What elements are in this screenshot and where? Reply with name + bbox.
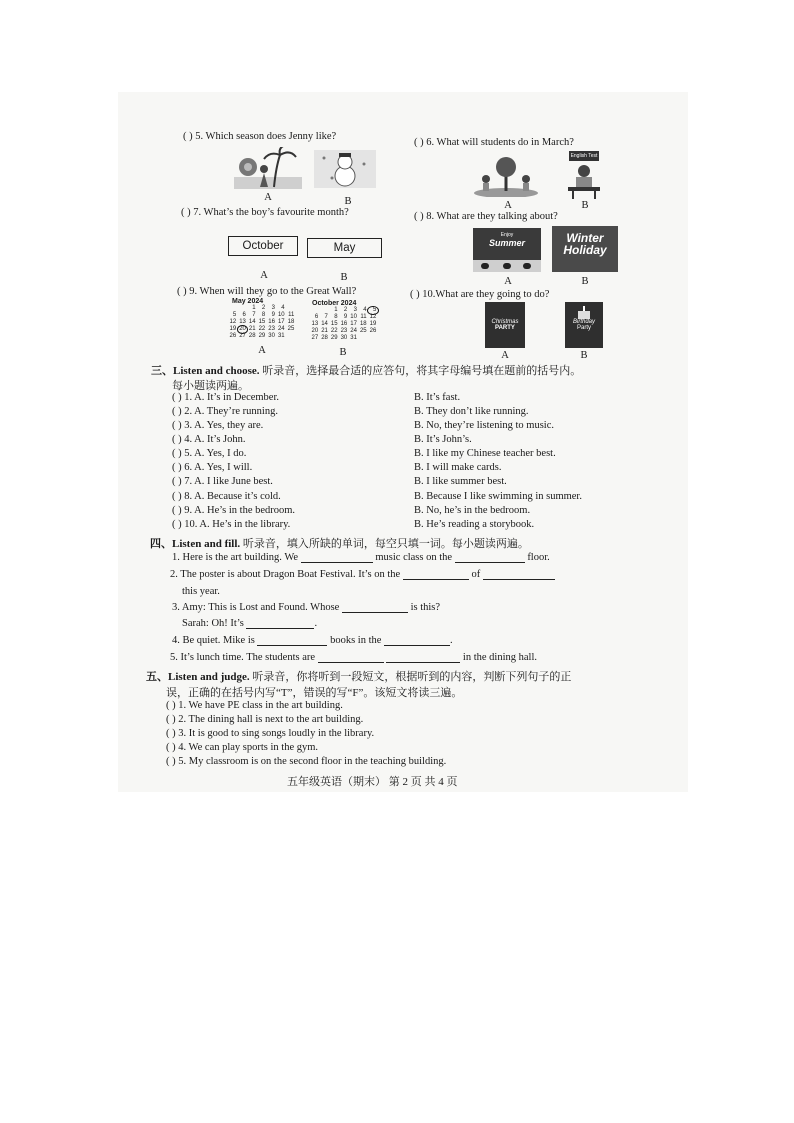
calendar-october-title: October 2024: [312, 300, 357, 307]
question-5: ( ) 5. Which season does Jenny like?: [183, 131, 337, 142]
question-8: ( ) 8. What are they talking about?: [414, 211, 558, 222]
fill-text: books in the: [330, 635, 382, 646]
part3-title-instructions: 听录音，选择最合适的应答句，将其字母编号填在题前的括号内。: [262, 365, 582, 377]
christmas-poster-line2: PARTY: [495, 325, 515, 331]
choose-item-option-a: ( ) 10. A. He’s in the library.: [172, 519, 291, 530]
choose-item-option-a: ( ) 9. A. He’s in the bedroom.: [172, 505, 296, 516]
calendar-day: 29: [330, 335, 338, 341]
fill-text: 3. Amy: This is Lost and Found. Whose: [172, 602, 340, 613]
calendar-day: 2: [261, 305, 266, 311]
calendar-day: 29: [258, 333, 266, 339]
calendar-day: 1: [252, 305, 256, 311]
calendar-day: [310, 307, 320, 314]
calendar-day: 14: [321, 321, 328, 327]
calendar-day: 8: [334, 314, 338, 320]
calendar-day: 27: [239, 333, 246, 339]
calendar-day: 8: [261, 312, 266, 318]
summer-poster: [473, 228, 541, 272]
choose-item-option-a: ( ) 2. A. They’re running.: [172, 406, 278, 417]
calendar-day: 21: [321, 328, 328, 334]
calendar-day: [286, 333, 296, 340]
fill-item-5: [170, 652, 537, 663]
cake-icon: [575, 305, 593, 319]
q10-option-a: A: [501, 350, 509, 361]
calendar-day: 17: [277, 319, 285, 325]
fill-text: 4. Be quiet. Mike is: [172, 635, 255, 646]
q8-option-b: B: [581, 276, 589, 287]
winter-poster-line1: Winter: [566, 231, 604, 245]
calendar-day: 6: [242, 312, 246, 318]
calendar-day: 16: [340, 321, 348, 327]
summer-poster-line2: Summer: [488, 238, 525, 248]
calendar-day: 21: [248, 326, 256, 332]
choose-item-option-b: B. No, he’s in the bedroom.: [414, 505, 531, 516]
fill-item-2: [170, 569, 555, 580]
q6-option-a: A: [504, 200, 512, 211]
choose-item-option-a: ( ) 1. A. It’s in December.: [172, 392, 280, 403]
calendar-day: 13: [239, 319, 246, 325]
q9-option-a: A: [258, 345, 266, 356]
judge-item: ( ) 5. My classroom is on the second floor in the teaching building.: [166, 756, 447, 767]
q10-option-b: B: [580, 350, 588, 361]
answer-blank[interactable]: [384, 635, 450, 646]
calendar-day: 11: [288, 312, 295, 318]
winter-poster-line2: Holiday: [563, 243, 607, 257]
calendar-day: 25: [287, 326, 295, 332]
q9-option-b: B: [339, 347, 347, 358]
calendar-day: 16: [268, 319, 275, 325]
calendar-day: 15: [330, 321, 338, 327]
answer-blank[interactable]: [246, 618, 314, 629]
page-footer: 五年级英语（期末） 第 2 页 共 4 页: [287, 776, 458, 788]
choose-item-option-b: B. It’s fast.: [414, 392, 461, 403]
calendar-day: 6: [314, 314, 319, 320]
part3-title-english: 三、Listen and choose.: [151, 365, 260, 377]
judge-item: ( ) 4. We can play sports in the gym.: [166, 742, 319, 753]
calendar-day: 10: [350, 314, 357, 320]
choose-item-option-b: B. He’s reading a storybook.: [414, 519, 535, 530]
part5-title-english: 五、Listen and judge.: [146, 671, 250, 683]
choose-item-option-b: B. I like summer best.: [414, 476, 507, 487]
q7-option-a: A: [260, 270, 268, 281]
q7-option-b: B: [340, 272, 348, 283]
answer-blank[interactable]: [301, 552, 373, 563]
calendar-day: 3: [353, 307, 357, 313]
calendar-day: 28: [248, 333, 256, 339]
part4-title-english: 四、Listen and fill.: [150, 538, 241, 550]
calendar-day: 18: [359, 321, 367, 327]
calendar-day: 5: [368, 307, 378, 314]
calendar-day: 12: [229, 319, 237, 325]
calendar-day: 24: [277, 326, 285, 332]
q5-option-a: A: [264, 192, 272, 203]
birthday-poster-line2: Party: [576, 325, 591, 331]
answer-blank[interactable]: [342, 602, 408, 613]
calendar-day: [238, 305, 248, 312]
calendar-day: 9: [271, 312, 275, 318]
calendar-day: 19: [369, 321, 377, 327]
choose-item-option-a: ( ) 5. A. Yes, I do.: [172, 448, 247, 459]
tree-planting-picture: [472, 155, 540, 197]
answer-blank[interactable]: [403, 569, 469, 580]
calendar-day: 7: [252, 312, 256, 318]
choose-item-option-b: B. I like my Chinese teacher best.: [414, 448, 556, 459]
answer-blank[interactable]: [386, 652, 460, 663]
calendar-may-grid: [228, 305, 296, 340]
choose-item-option-a: ( ) 7. A. I like June best.: [172, 476, 273, 487]
calendar-day: 22: [258, 326, 266, 332]
calendar-day: 26: [229, 333, 237, 339]
calendar-day: [286, 305, 296, 312]
calendar-day: 4: [363, 307, 367, 313]
calendar-day: 3: [271, 305, 275, 311]
birthday-party-poster: [565, 302, 603, 348]
question-9: ( ) 9. When will they go to the Great Wall?: [177, 286, 357, 297]
calendar-day: 31: [277, 333, 285, 339]
exam-classroom-picture: [566, 151, 602, 199]
calendar-day: 13: [311, 321, 319, 327]
calendar-day: 28: [321, 335, 328, 341]
calendar-day: 30: [268, 333, 275, 339]
q6-option-b: B: [581, 200, 589, 211]
calendar-october-grid: [310, 307, 378, 342]
fill-text: of: [471, 569, 481, 580]
may-word-card: May: [307, 238, 382, 258]
calendar-day: 12: [369, 314, 377, 320]
calendar-day: 5: [232, 312, 237, 318]
fill-item-3: [172, 602, 440, 613]
winter-holiday-poster: [552, 226, 618, 272]
fill-text: music class on the: [375, 552, 453, 563]
part5-title-line2: 误，正确的在括号内写“T”，错误的写“F”。该短文将读三遍。: [166, 687, 463, 699]
answer-blank[interactable]: [257, 635, 327, 646]
calendar-may-2024: [228, 298, 296, 340]
judge-item: ( ) 1. We have PE class in the art building.: [166, 700, 343, 711]
choose-item-option-b: B. Because I like swimming in summer.: [414, 491, 582, 502]
calendar-day: 24: [350, 328, 357, 334]
calendar-day: 7: [324, 314, 328, 320]
calendar-day: 20: [311, 328, 319, 334]
summer-poster-line1: Enjoy: [500, 232, 514, 238]
christmas-poster-line1: Christmas: [491, 319, 519, 325]
choose-item-option-b: B. I will make cards.: [414, 462, 502, 473]
calendar-day: 22: [330, 328, 338, 334]
fill-text: .: [314, 618, 318, 629]
part5-title-instructions: 听录音，你将听到一段短文，根据听到的内容，判断下列句子的正: [252, 671, 572, 683]
summer-beach-picture: [234, 147, 302, 189]
fill-text: floor.: [527, 552, 550, 563]
calendar-day: [358, 335, 368, 342]
english-test-board: English Test: [570, 153, 598, 159]
judge-item: ( ) 2. The dining hall is next to the art building.: [166, 714, 364, 725]
christmas-party-poster: [485, 302, 525, 348]
part4-title-instructions: 听录音，填入所缺的单词，每空只填一词。每小题读两遍。: [242, 538, 529, 550]
answer-blank[interactable]: [483, 569, 555, 580]
calendar-day: 9: [343, 314, 348, 320]
calendar-day: 11: [360, 314, 367, 320]
calendar-day: 27: [311, 335, 319, 341]
fill-item-4: [172, 635, 453, 646]
birthday-poster-line1: Birthday: [572, 319, 595, 325]
choose-item-option-b: B. It’s John’s.: [414, 434, 472, 445]
fill-text: 1. Here is the art building. We: [172, 552, 299, 563]
fill-text: 5. It’s lunch time. The students are: [170, 652, 316, 663]
calendar-day: 26: [369, 328, 377, 334]
calendar-day: [228, 305, 238, 312]
calendar-day: 17: [350, 321, 357, 327]
calendar-day: 30: [340, 335, 348, 341]
answer-blank[interactable]: [455, 552, 525, 563]
calendar-day: 2: [343, 307, 348, 313]
answer-blank[interactable]: [318, 652, 384, 663]
winter-snowman-picture: [314, 150, 376, 188]
calendar-may-title: May 2024: [232, 298, 264, 305]
question-10: ( ) 10.What are they going to do?: [410, 289, 550, 300]
choose-item-option-a: ( ) 4. A. It’s John.: [172, 434, 246, 445]
calendar-day: 23: [340, 328, 348, 334]
fill-text: is this?: [410, 602, 441, 613]
choose-item-option-a: ( ) 3. A. Yes, they are.: [172, 420, 264, 431]
choose-item-option-b: B. They don’t like running.: [414, 406, 529, 417]
part5-title: [146, 668, 571, 684]
calendar-day: 31: [350, 335, 357, 341]
fill-text: Sarah: Oh! It’s: [182, 618, 244, 629]
calendar-day: 4: [281, 305, 285, 311]
calendar-october-2024: [310, 300, 378, 342]
fill-item-3-cont: [182, 618, 317, 629]
calendar-day: 18: [287, 319, 295, 325]
calendar-day: 20: [239, 326, 246, 332]
judge-item: ( ) 3. It is good to sing songs loudly in the library.: [166, 728, 375, 739]
choose-item-option-a: ( ) 6. A. Yes, I will.: [172, 462, 253, 473]
calendar-day: 1: [334, 307, 338, 313]
calendar-day: [320, 307, 330, 314]
calendar-day: 10: [277, 312, 285, 318]
calendar-day: 25: [359, 328, 367, 334]
fill-text: in the dining hall.: [462, 652, 537, 663]
calendar-day: 19: [229, 326, 237, 332]
question-7: ( ) 7. What’s the boy’s favourite month?: [181, 207, 349, 218]
calendar-day: 23: [268, 326, 275, 332]
part3-title-line2: 每小题读两遍。: [172, 380, 249, 392]
fill-item-2-cont: this year.: [182, 586, 220, 597]
q8-option-a: A: [504, 276, 512, 287]
part3-title: [151, 362, 581, 378]
question-6: ( ) 6. What will students do in March?: [414, 137, 574, 148]
calendar-day: [368, 335, 378, 342]
choose-item-option-b: B. No, they’re listening to music.: [414, 420, 554, 431]
q5-option-b: B: [344, 196, 352, 207]
part4-title: [150, 535, 529, 551]
choose-item-option-a: ( ) 8. A. Because it’s cold.: [172, 491, 281, 502]
calendar-day: 15: [258, 319, 266, 325]
fill-item-1: [172, 552, 550, 563]
october-word-card: October: [228, 236, 298, 256]
calendar-day: 14: [248, 319, 256, 325]
fill-text: .: [450, 635, 453, 646]
fill-text: 2. The poster is about Dragon Boat Festival. It’s on the: [170, 569, 401, 580]
